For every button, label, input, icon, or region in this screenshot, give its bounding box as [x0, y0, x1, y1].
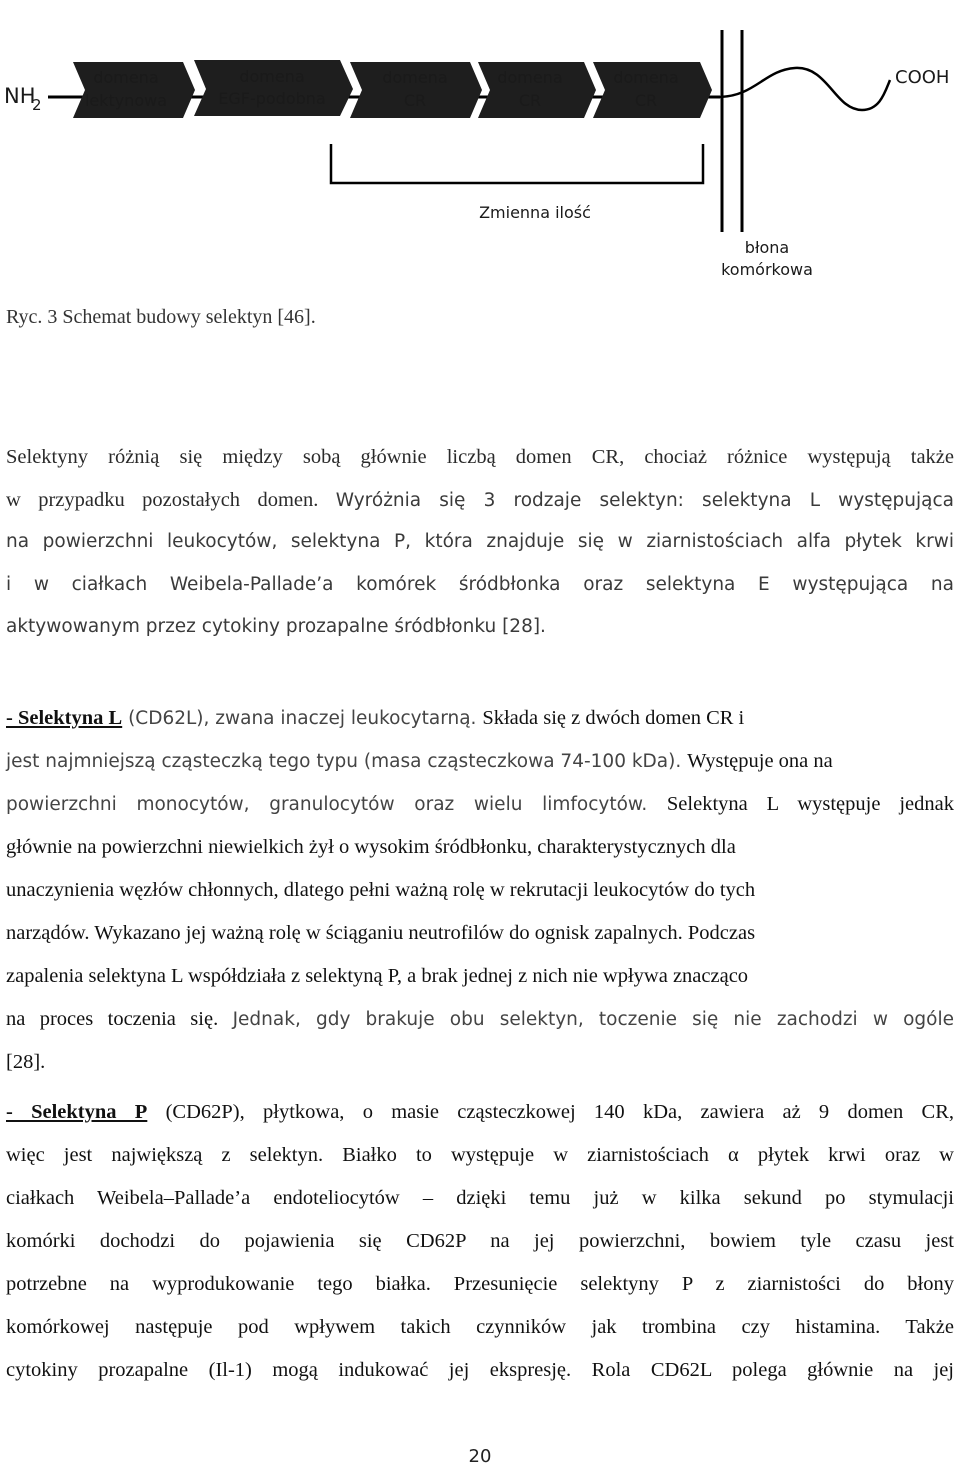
- domain-cr-3-line1: domena: [613, 68, 679, 87]
- variable-count-bracket: [331, 144, 703, 183]
- domain-cr-1: [350, 62, 482, 118]
- text-line: komórkowej następuje pod wpływem takich czynników jak trombina czy histamina. Także: [6, 1316, 954, 1338]
- text-line: w przypadku pozostałych domen. Wyróżnia się 3 rodzaje selektyn: selektyna L występująca: [6, 488, 954, 511]
- text-line: na powierzchni leukocytów, selektyna P, która znajduje się w ziarnistościach alfa płytek krwi: [6, 531, 954, 552]
- text-line: głównie na powierzchni niewielkich żył o wysokim śródbłonku, charakterystycznych dla: [6, 836, 736, 858]
- cytoplasmic-tail: [720, 68, 890, 110]
- text-line: zapalenia selektyna L współdziała z selektyną P, a brak jednej z nich nie wpływa znacząco: [6, 965, 749, 987]
- membrane-label-line2: komórkowa: [721, 260, 813, 279]
- text-line: potrzebne na wyprodukowanie tego białka. Przesunięcie selektyny P z ziarnistości do błony: [6, 1273, 954, 1295]
- text-line: narządów. Wykazano jej ważną rolę w ściąganiu neutrofilów do ognisk zapalnych. Podczas: [6, 922, 756, 944]
- text-line: powierzchni monocytów, granulocytów oraz wielu limfocytów. Selektyna L występuje jednak: [6, 793, 954, 815]
- nh2-label: NH: [4, 84, 36, 108]
- page-number: 20: [468, 1446, 492, 1467]
- text-line: - Selektyna P (CD62P), płytkowa, o masie cząsteczkowej 140 kDa, zawiera aż 9 domen CR,: [6, 1101, 954, 1123]
- domain-cr-2-line2: CR: [518, 91, 542, 110]
- section-heading-selectin-p: - Selektyna P: [6, 1101, 148, 1123]
- text-line: - Selektyna L (CD62L), zwana inaczej leukocytarną. Składa się z dwóch domen CR i: [6, 707, 745, 729]
- text-line: jest najmniejszą cząsteczką tego typu (masa cząsteczkowa 74-100 kDa). Występuje ona na: [6, 750, 833, 772]
- domain-lectin: [73, 62, 195, 118]
- text-line: ciałkach Weibela–Pallade’a endoteliocytów – dzięki temu już w kilka sekund po stymulacji: [6, 1187, 954, 1209]
- domain-cr-2-line1: domena: [497, 68, 563, 87]
- text-line: unaczynienia węzłów chłonnych, dlatego pełni ważną rolę w rekrutacji leukocytów do tych: [6, 879, 756, 901]
- domain-cr-3-line2: CR: [634, 91, 658, 110]
- selectin-structure-diagram: [0, 0, 960, 290]
- domain-egf-line2: EGF-podobna: [218, 89, 326, 108]
- nh2-subscript: 2: [32, 96, 42, 114]
- figure-caption: Ryc. 3 Schemat budowy selektyn [46].: [6, 306, 316, 328]
- domain-lectin-line2: lektynowa: [84, 91, 168, 110]
- section-heading-selectin-l: - Selektyna L: [6, 707, 123, 729]
- domain-egf-line1: domena: [239, 67, 305, 86]
- text-line: cytokiny prozapalne (Il-1) mogą indukować jej ekspresję. Rola CD62L polega głównie na jej: [6, 1359, 955, 1381]
- domain-cr-2: [478, 62, 596, 118]
- domain-cr-3: [593, 62, 712, 118]
- text-line: komórki dochodzi do pojawienia się CD62P na jej powierzchni, bowiem tyle czasu jest: [6, 1230, 954, 1252]
- paragraph-selectin-p: [6, 1091, 954, 1392]
- text-line: i w ciałkach Weibela-Pallade’a komórek śródbłonka oraz selektyna E występująca na: [6, 573, 954, 595]
- text-line: aktywowanym przez cytokiny prozapalne śródbłonku [28].: [6, 616, 546, 637]
- cooh-label: COOH: [895, 67, 950, 88]
- variable-count-label: Zmienna ilość: [479, 203, 591, 222]
- text-line: [28].: [6, 1051, 46, 1073]
- paragraph-selectin-l: [6, 697, 954, 1084]
- domain-egf: [194, 60, 353, 116]
- text-line: więc jest największą z selektyn. Białko to występuje w ziarnistościach α płytek krwi oraz w: [6, 1144, 954, 1166]
- paragraph-intro: [6, 436, 954, 649]
- text-line: na proces toczenia się. Jednak, gdy brakuje obu selektyn, toczenie się nie zachodzi w ogóle: [6, 1008, 954, 1030]
- domain-cr-1-line1: domena: [382, 68, 448, 87]
- membrane-label-line1: błona: [744, 238, 790, 257]
- domain-cr-1-line2: CR: [403, 91, 427, 110]
- text-line: Selektyny różnią się między sobą głównie liczbą domen CR, chociaż różnice występują także: [6, 446, 954, 468]
- domain-lectin-line1: domena: [93, 68, 159, 87]
